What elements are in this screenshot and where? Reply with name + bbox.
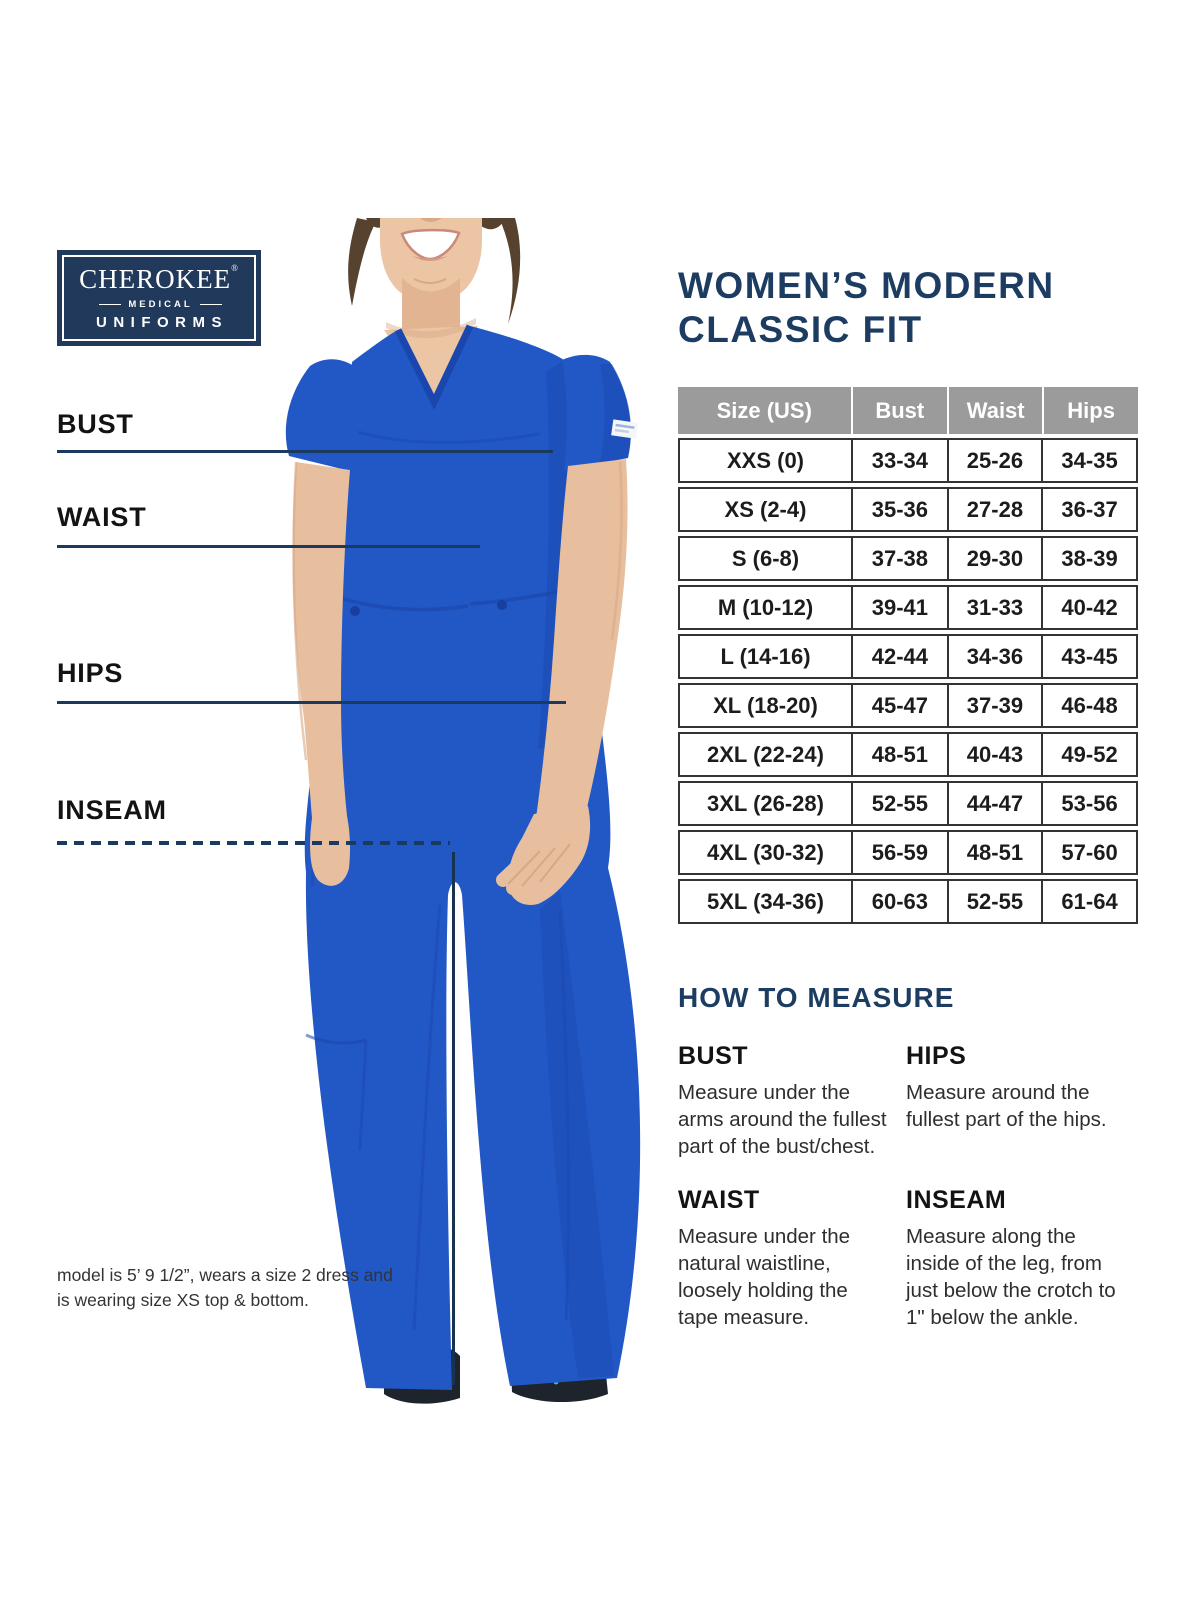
cell-size: S (6-8) xyxy=(731,545,800,571)
table-row xyxy=(678,879,1138,924)
cell-bust: 39-41 xyxy=(851,587,947,628)
cell-bust: 56-59 xyxy=(851,832,947,873)
cell-size: L (14-16) xyxy=(720,643,811,669)
cell-waist: 27-28 xyxy=(947,489,1041,530)
table-row xyxy=(678,634,1138,679)
table-row xyxy=(678,683,1138,728)
hips-line xyxy=(57,701,566,704)
cell-bust: 35-36 xyxy=(851,489,947,530)
cell-waist: 29-30 xyxy=(947,538,1041,579)
model-footnote: model is 5’ 9 1/2”, wears a size 2 dress and is wearing size XS top & bottom. xyxy=(57,1265,393,1310)
bust-line xyxy=(57,450,553,453)
cell-size: 4XL (30-32) xyxy=(707,839,824,865)
table-row xyxy=(678,781,1138,826)
measure-section-text: Measure along the inside of the leg, from just below the crotch to 1" below the ankle. xyxy=(906,1225,1116,1329)
cell-hips: 34-35 xyxy=(1041,440,1136,481)
cell-size: 2XL (22-24) xyxy=(707,741,824,767)
measure-section-label: INSEAM xyxy=(906,1186,1007,1214)
cell-hips: 53-56 xyxy=(1041,783,1136,824)
cell-bust: 33-34 xyxy=(851,440,947,481)
table-row xyxy=(678,438,1138,483)
cell-bust: 60-63 xyxy=(851,881,947,922)
cell-waist: 31-33 xyxy=(947,587,1041,628)
cell-bust: 37-38 xyxy=(851,538,947,579)
header-cell-waist: Waist xyxy=(947,387,1042,434)
hips-label: HIPS xyxy=(57,658,124,688)
page-title-line2: CLASSIC FIT xyxy=(678,308,923,350)
measure-section-waist xyxy=(678,1186,906,1331)
logo-brand-word: CHEROKEE xyxy=(79,263,232,294)
waist-line xyxy=(57,545,480,548)
table-row xyxy=(678,585,1138,630)
cell-bust: 42-44 xyxy=(851,636,947,677)
cell-size: XL (18-20) xyxy=(713,692,818,718)
measure-section-inseam xyxy=(906,1186,1148,1331)
measure-section-label: WAIST xyxy=(678,1186,760,1214)
logo-medical-text: MEDICAL xyxy=(128,298,193,310)
cell-size: XXS (0) xyxy=(726,447,805,473)
cell-waist: 44-47 xyxy=(947,783,1041,824)
cell-hips: 43-45 xyxy=(1041,636,1136,677)
measure-section-text: Measure around the fullest part of the hips. xyxy=(906,1081,1107,1131)
measure-section-text: Measure under the natural waistline, loosely holding the tape measure. xyxy=(678,1225,851,1329)
table-row xyxy=(678,732,1138,777)
cell-hips: 38-39 xyxy=(1041,538,1136,579)
inseam-dashed-line xyxy=(57,841,450,845)
cell-hips: 57-60 xyxy=(1041,832,1136,873)
cell-waist: 48-51 xyxy=(947,832,1041,873)
cell-waist: 52-55 xyxy=(947,881,1041,922)
cell-size: M (10-12) xyxy=(717,594,814,620)
cell-size: 5XL (34-36) xyxy=(707,888,824,914)
how-to-measure-heading: HOW TO MEASURE xyxy=(678,982,955,1013)
size-chart-table xyxy=(678,387,1138,924)
cell-size: 3XL (26-28) xyxy=(707,790,824,816)
logo-uniforms-text: UNIFORMS xyxy=(96,313,228,331)
cell-waist: 37-39 xyxy=(947,685,1041,726)
measure-section-label: HIPS xyxy=(906,1042,967,1070)
how-to-measure-grid xyxy=(678,1042,1148,1331)
size-chart-header-row xyxy=(678,387,1138,434)
cell-hips: 36-37 xyxy=(1041,489,1136,530)
inseam-vertical-line xyxy=(452,852,455,1385)
page-title-line1: WOMEN’S MODERN xyxy=(678,265,1055,306)
page-title xyxy=(678,264,1158,351)
registered-mark: ® xyxy=(231,262,239,273)
cell-hips: 61-64 xyxy=(1041,881,1136,922)
cell-waist: 25-26 xyxy=(947,440,1041,481)
measure-section-bust xyxy=(678,1042,906,1160)
measure-section-label: BUST xyxy=(678,1042,749,1070)
cell-bust: 52-55 xyxy=(851,783,947,824)
cell-waist: 34-36 xyxy=(947,636,1041,677)
inseam-label: INSEAM xyxy=(57,795,167,825)
header-cell-hips: Hips xyxy=(1042,387,1138,434)
header-cell-size: Size (US) xyxy=(716,397,812,423)
cell-size: XS (2-4) xyxy=(724,496,807,522)
table-row xyxy=(678,830,1138,875)
measure-section-hips xyxy=(906,1042,1148,1160)
cell-waist: 40-43 xyxy=(947,734,1041,775)
bust-label: BUST xyxy=(57,409,134,439)
waist-label: WAIST xyxy=(57,502,147,532)
cell-hips: 46-48 xyxy=(1041,685,1136,726)
cell-hips: 49-52 xyxy=(1041,734,1136,775)
table-row xyxy=(678,536,1138,581)
measure-section-text: Measure under the arms around the fullest part of the bust/chest. xyxy=(678,1081,887,1158)
cell-bust: 48-51 xyxy=(851,734,947,775)
cell-bust: 45-47 xyxy=(851,685,947,726)
header-cell-bust: Bust xyxy=(851,387,948,434)
table-row xyxy=(678,487,1138,532)
cell-hips: 40-42 xyxy=(1041,587,1136,628)
